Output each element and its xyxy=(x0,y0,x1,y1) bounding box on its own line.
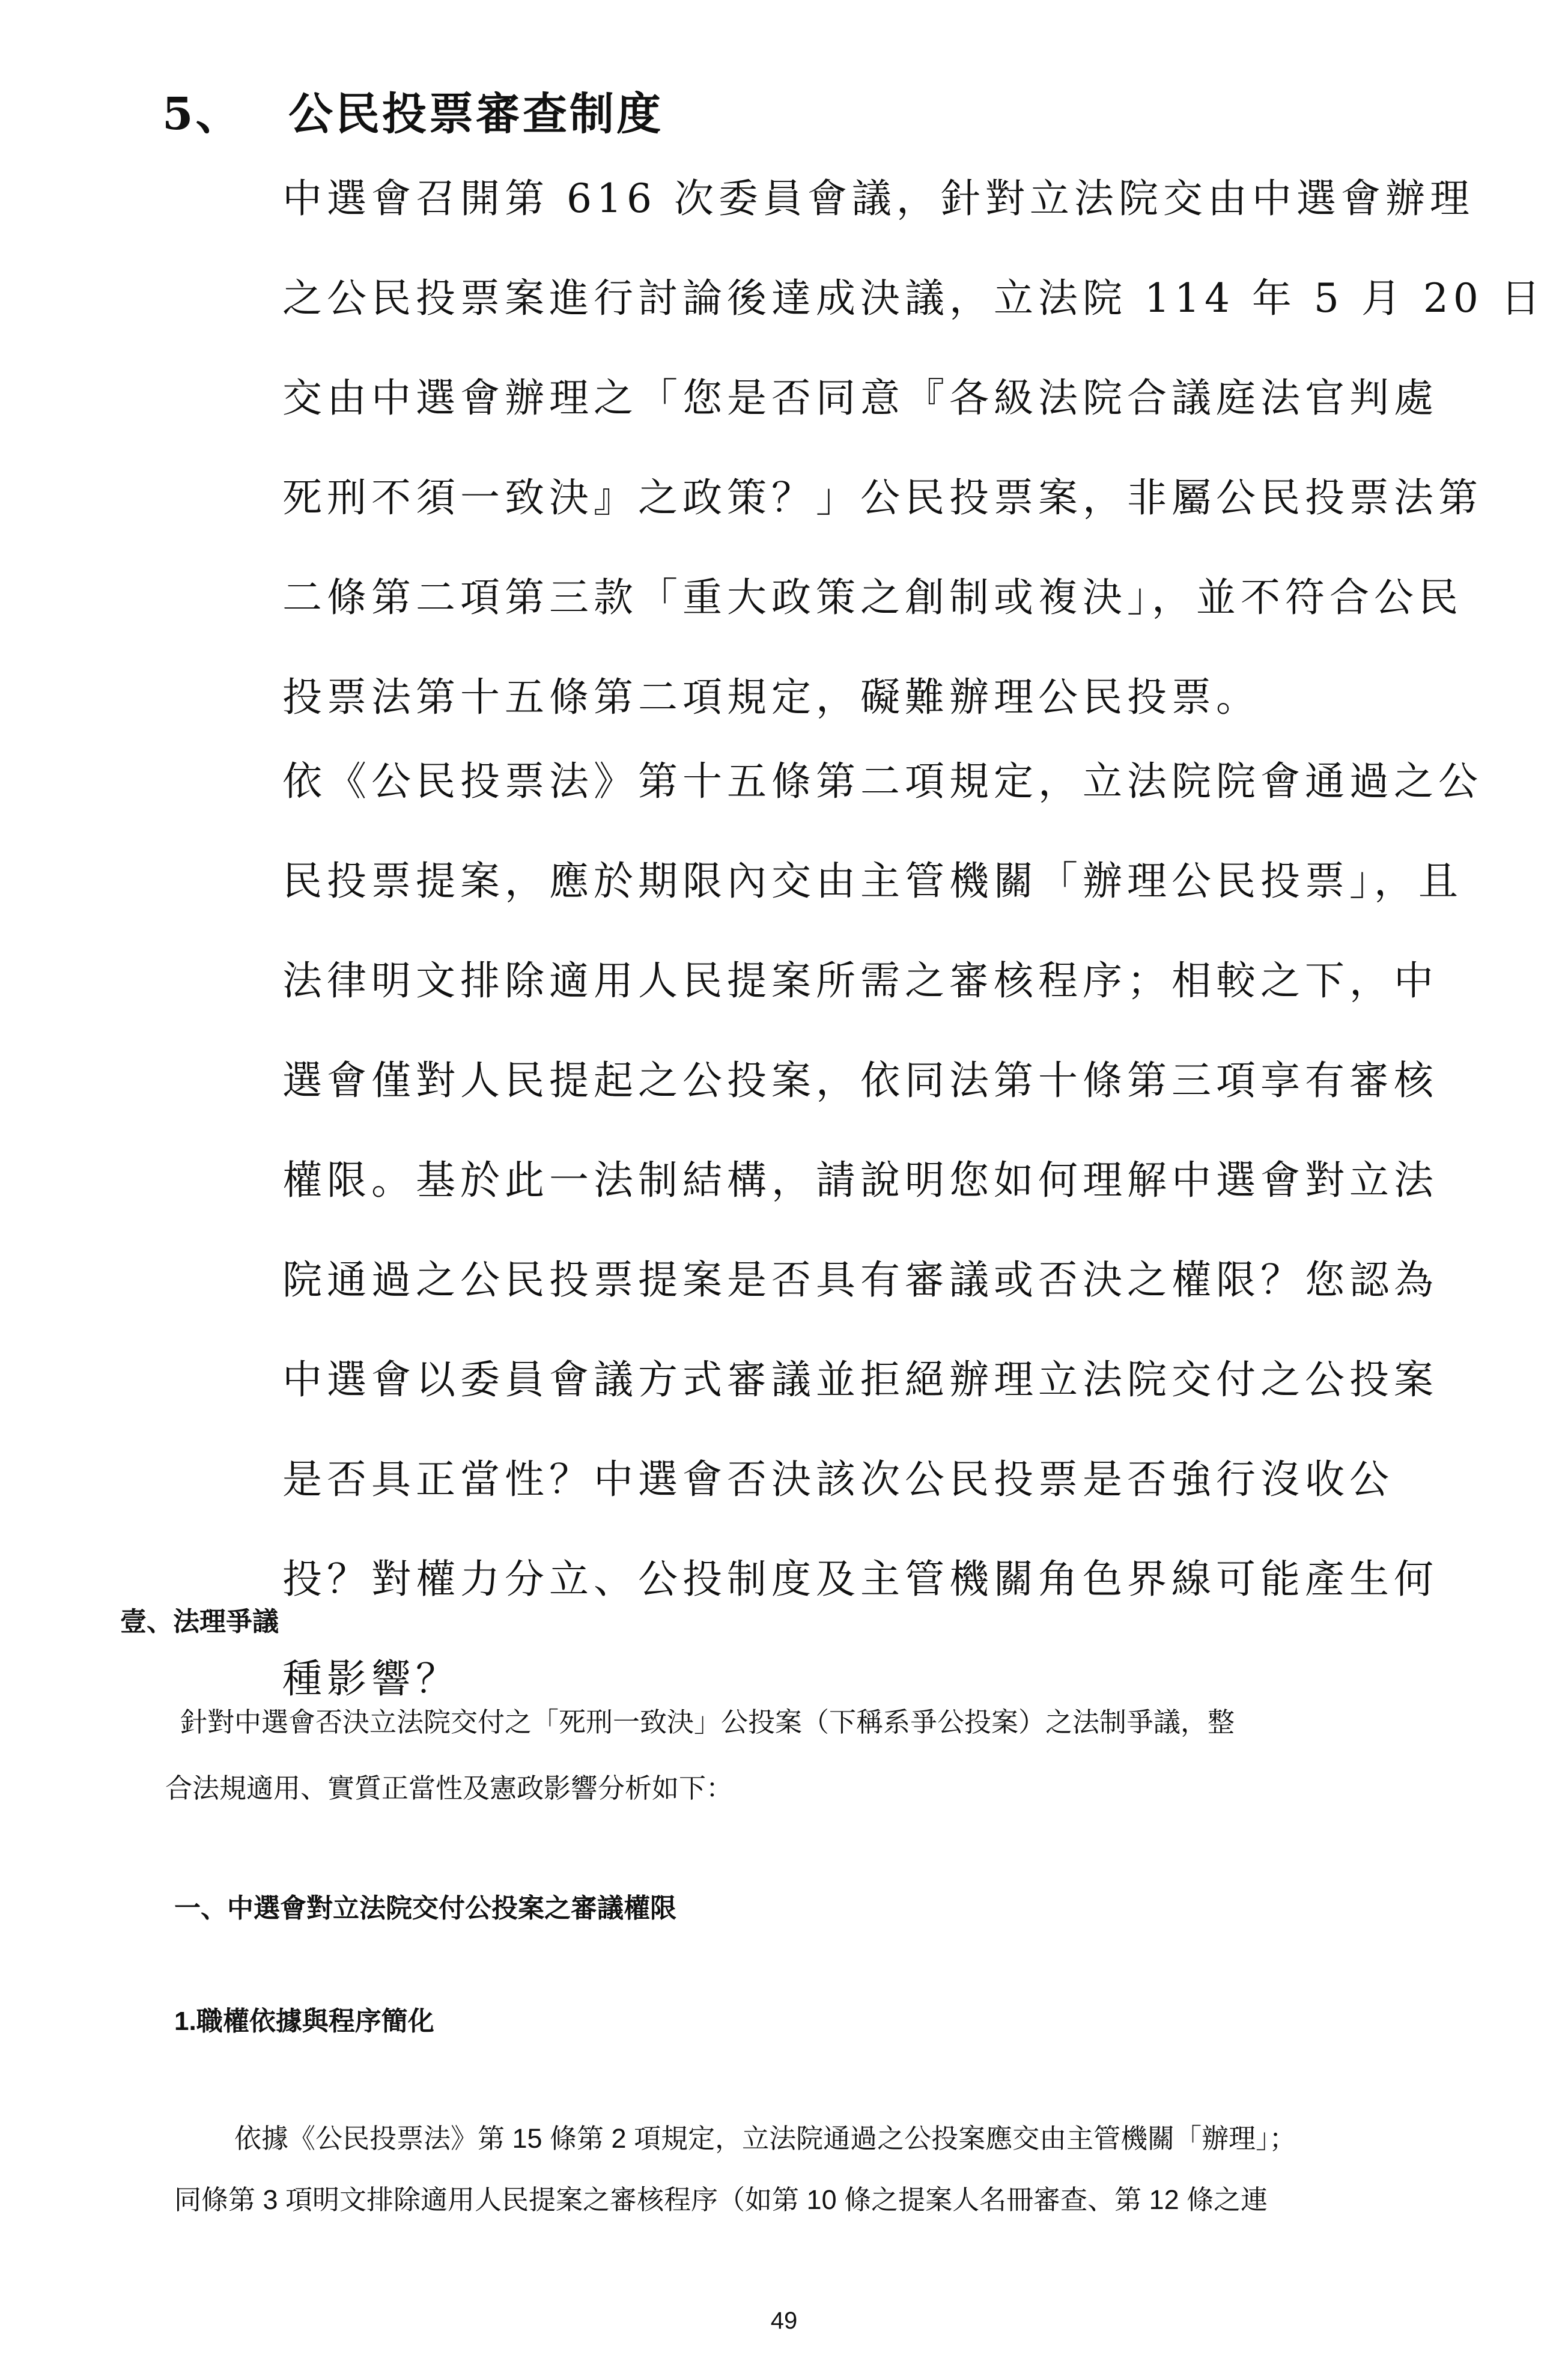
text-line: 是否具正當性？中選會否決該次公民投票是否強行沒收公 xyxy=(282,1456,1394,1503)
answer-paragraph-line-2: 同條第 3 項明文排除適用人民提案之審核程序（如第 10 條之提案人名冊審查、第 12 條之連 xyxy=(174,2184,1268,2215)
text-line: 院通過之公民投票提案是否具有審議或否決之權限？您認為 xyxy=(282,1257,1438,1303)
text-line: 種影響？ xyxy=(282,1656,460,1702)
text-line: 依《公民投票法》第十五條第二項規定，立法院院會通過之公 xyxy=(282,758,1483,804)
text-line: 二條第二項第三款「重大政策之創制或複決」，並不符合公民 xyxy=(282,574,1463,621)
question-paragraph-2 xyxy=(282,732,1483,1729)
text-line: 選會僅對人民提起之公投案，依同法第十條第三項享有審核 xyxy=(282,1057,1438,1104)
text-line: 中選會召開第 616 次委員會議，針對立法院交由中選會辦理 xyxy=(282,175,1474,222)
text-line: 交由中選會辦理之「您是否同意『各級法院合議庭法官判處 xyxy=(282,375,1438,421)
page-number: 49 xyxy=(770,2308,798,2334)
answer-section-title: 壹、法理爭議 xyxy=(120,1607,279,1636)
text-line: 死刑不須一致決』之政策？」公民投票案，非屬公民投票法第 xyxy=(282,475,1483,521)
subsection-title: 一、中選會對立法院交付公投案之審議權限 xyxy=(174,1894,676,1923)
answer-intro-line-1: 針對中選會否決立法院交付之「死刑一致決」公投案（下稱系爭公投案）之法制爭議，整 xyxy=(180,1707,1235,1737)
answer-intro-line-2: 合法規適用、實質正當性及憲政影響分析如下： xyxy=(165,1773,734,1803)
heading-title: 公民投票審查制度 xyxy=(288,88,663,140)
heading-number: 5、 xyxy=(162,88,243,140)
text-line: 權限。基於此一法制結構，請說明您如何理解中選會對立法 xyxy=(282,1157,1438,1203)
section-heading xyxy=(162,84,663,144)
text-line: 投票法第十五條第二項規定，礙難辦理公民投票。 xyxy=(282,674,1260,720)
question-paragraph-1 xyxy=(282,149,1545,747)
text-line: 投？對權力分立、公投制度及主管機關角色界線可能產生何 xyxy=(282,1556,1438,1602)
text-line: 之公民投票案進行討論後達成決議，立法院 114 年 5 月 20 日 xyxy=(282,275,1545,321)
text-line: 民投票提案，應於期限內交由主管機關「辦理公民投票」，且 xyxy=(282,858,1463,904)
text-line: 中選會以委員會議方式審議並拒絕辦理立法院交付之公投案 xyxy=(282,1357,1438,1403)
subsubsection-title: 1.職權依據與程序簡化 xyxy=(174,2007,434,2036)
text-line: 法律明文排除適用人民提案所需之審核程序；相較之下，中 xyxy=(282,958,1438,1004)
answer-paragraph-line-1: 依據《公民投票法》第 15 條第 2 項規定，立法院通過之公投案應交由主管機關「辦理」； xyxy=(234,2123,1296,2154)
